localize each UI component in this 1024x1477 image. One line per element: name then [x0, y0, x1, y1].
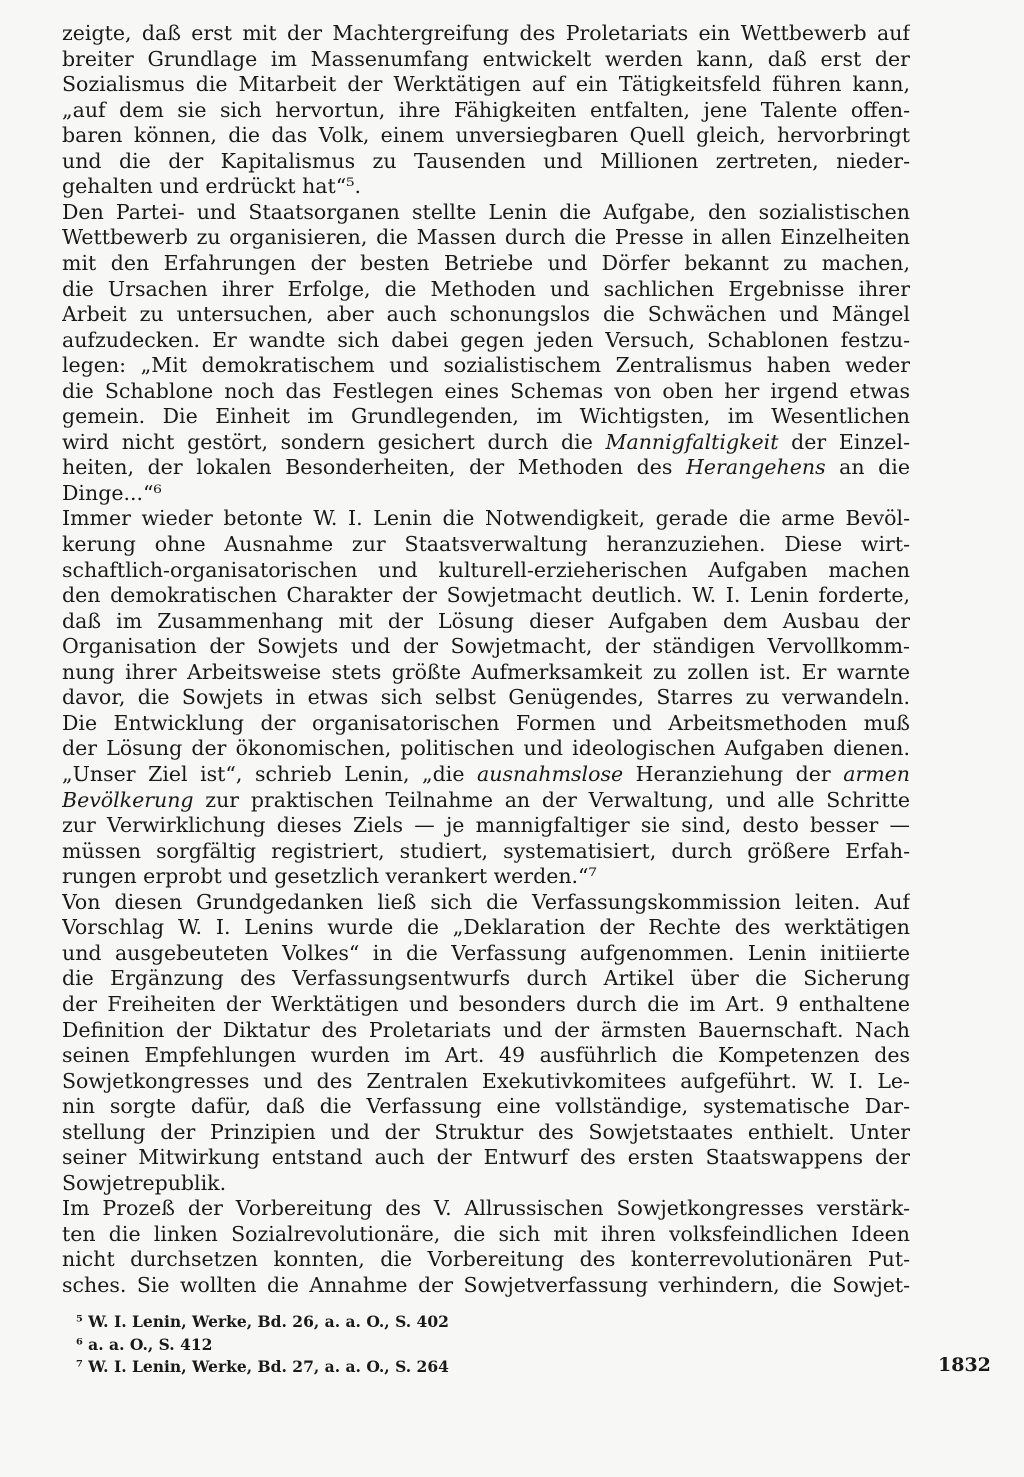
text-line: daß im Zusammenhang mit der Lösung dieser Aufgaben dem Ausbau der — [62, 608, 910, 633]
text-line: heiten, der lokalen Besonderheiten, der Methoden des Herangehens an die — [62, 455, 910, 480]
text-line: legen: „Mit demokratischem und sozialistischem Zentralismus haben weder — [62, 353, 910, 378]
text-line: seiner Mitwirkung entstand auch der Entwurf des ersten Staatswappens der — [62, 1145, 910, 1170]
text-line: ten die linken Sozialrevolutionäre, die sich mit ihren volksfeindlichen Ideen — [62, 1221, 910, 1246]
text-line: Die Entwicklung der organisatorischen Formen und Arbeitsmethoden muß — [62, 710, 910, 735]
text-line: breiter Grundlage im Massenumfang entwickelt werden kann, daß erst der — [62, 46, 910, 71]
text-line: Sowjetkongresses und des Zentralen Exekutivkomitees aufgeführt. W. I. Le- — [62, 1068, 910, 1093]
text-line: nung ihrer Arbeitsweise stets größte Aufmerksamkeit zu zollen ist. Er warnte — [62, 659, 910, 684]
text-line: davor, die Sowjets in etwas sich selbst Genügendes, Starres zu verwandeln. — [62, 685, 910, 710]
text-line: den demokratischen Charakter der Sowjetmacht deutlich. W. I. Lenin forderte, — [62, 583, 910, 608]
text-line: sches. Sie wollten die Annahme der Sowjetverfassung verhindern, die Sowjet- — [62, 1273, 910, 1297]
text-line: baren können, die das Volk, einem unversiegbaren Quell gleich, hervorbringt — [62, 123, 910, 148]
text-line: nin sorgte dafür, daß die Verfassung eine vollständige, systematische Dar- — [62, 1094, 910, 1119]
text-line: Vorschlag W. I. Lenins wurde die „Deklaration der Rechte des werktätigen — [62, 915, 910, 940]
text-line: gehalten und erdrückt hat“⁵. — [62, 174, 361, 199]
text-line: wird nicht gestört, sondern gesichert durch die Mannigfaltigkeit der Einzel- — [62, 429, 910, 454]
page-number: 1832 — [938, 1354, 991, 1376]
text-line: schaftlich-organisatorischen und kulturell-erzieherischen Aufgaben machen — [62, 557, 910, 582]
text-line: Organisation der Sowjets und der Sowjetmacht, der ständigen Vervollkomm- — [62, 634, 910, 659]
text-line: müssen sorgfältig registriert, studiert, systematisiert, durch größere Erfah- — [62, 838, 910, 863]
text-line: die Schablone noch das Festlegen eines Schemas von oben her irgend etwas — [62, 378, 910, 403]
text-line: kerung ohne Ausnahme zur Staatsverwaltung heranzuziehen. Diese wirt- — [62, 532, 910, 556]
text-line: seinen Empfehlungen wurden im Art. 49 ausführlich die Kompetenzen des — [62, 1043, 910, 1067]
text-line: gemein. Die Einheit im Grundlegenden, im Wichtigsten, im Wesentlichen — [62, 404, 910, 429]
footnote: ⁷ W. I. Lenin, Werke, Bd. 27, a. a. O., S. 264 — [76, 1357, 449, 1376]
text-line: zur Verwirklichung dieses Ziels — je mannigfaltiger sie sind, desto besser — — [62, 813, 910, 838]
text-line: die Ergänzung des Verfassungsentwurfs durch Artikel über die Sicherung — [62, 966, 910, 991]
text-line: stellung der Prinzipien und der Struktur des Sowjetstaates enthielt. Unter — [62, 1119, 910, 1144]
text-line: „auf dem sie sich hervortun, ihre Fähigkeiten entfalten, jene Talente offen- — [62, 97, 910, 122]
text-line: Arbeit zu untersuchen, aber auch schonungslos die Schwächen und Mängel — [62, 302, 910, 327]
text-line: „Unser Ziel ist“, schrieb Lenin, „die ausnahmslose Heranziehung der armen — [62, 762, 910, 786]
footnote: ⁶ a. a. O., S. 412 — [76, 1335, 213, 1354]
text-line: und die der Kapitalismus zu Tausenden und Millionen zertreten, nieder- — [62, 148, 910, 173]
text-line: mit den Erfahrungen der besten Betriebe und Dörfer bekannt zu machen, — [62, 251, 910, 275]
text-line: aufzudecken. Er wandte sich dabei gegen jeden Versuch, Schablonen festzu- — [62, 327, 910, 352]
text-line: zeigte, daß erst mit der Machtergreifung des Proletariats ein Wettbewerb auf — [62, 21, 910, 45]
text-line: der Lösung der ökonomischen, politischen und ideologischen Aufgaben dienen. — [62, 736, 910, 761]
text-line: die Ursachen ihrer Erfolge, die Methoden und sachlichen Ergebnisse ihrer — [62, 276, 910, 301]
text-line: Im Prozeß der Vorbereitung des V. Allrussischen Sowjetkongresses verstärk- — [62, 1196, 910, 1221]
text-line: und ausgebeuteten Volkes“ in die Verfassung aufgenommen. Lenin initiierte — [62, 940, 910, 965]
text-line: Wettbewerb zu organisieren, die Massen durch die Presse in allen Einzelheiten — [62, 225, 910, 250]
text-line: Von diesen Grundgedanken ließ sich die Verfassungskommission leiten. Auf — [62, 889, 910, 914]
text-line: Dinge...“⁶ — [62, 480, 162, 505]
text-line: Definition der Diktatur des Proletariats und der ärmsten Bauernschaft. Nach — [62, 1017, 910, 1042]
text-line: der Freiheiten der Werktätigen und besonders durch die im Art. 9 enthaltene — [62, 991, 910, 1016]
text-line: rungen erprobt und gesetzlich verankert werden.“⁷ — [62, 864, 597, 889]
text-line: Sozialismus die Mitarbeit der Werktätigen auf ein Tätigkeitsfeld führen kann, — [62, 72, 910, 97]
text-line: Sowjetrepublik. — [62, 1170, 227, 1195]
text-line: Bevölkerung zur praktischen Teilnahme an der Verwaltung, und alle Schritte — [62, 787, 910, 812]
text-line: Immer wieder betonte W. I. Lenin die Notwendigkeit, gerade die arme Bevöl- — [62, 506, 910, 531]
text-line: nicht durchsetzen konnten, die Vorbereitung des konterrevolutionären Put- — [62, 1247, 910, 1272]
text-line: Den Partei- und Staatsorganen stellte Lenin die Aufgabe, den sozialistischen — [62, 199, 910, 224]
footnote: ⁵ W. I. Lenin, Werke, Bd. 26, a. a. O., S. 402 — [76, 1312, 449, 1331]
